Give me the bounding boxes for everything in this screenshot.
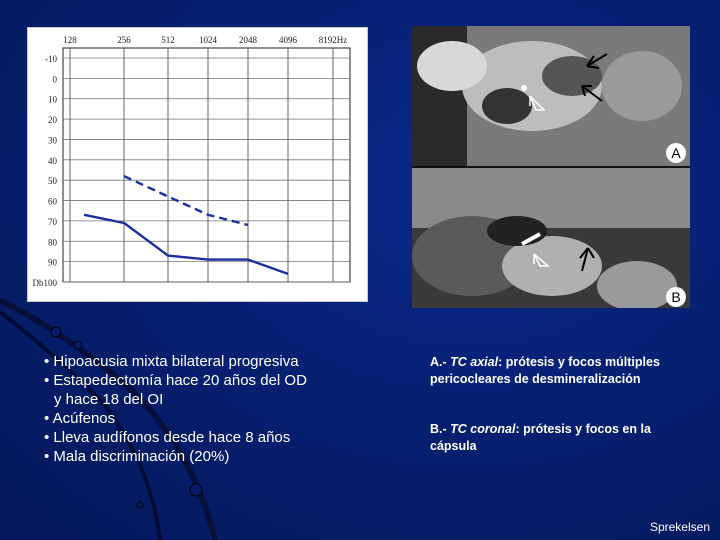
bullet-discriminacion: • Mala discriminación (20%) <box>44 448 230 465</box>
bullet-audifonos: • Lleva audífonos desde hace 8 años <box>44 429 291 446</box>
frequency-tick-label: 1024 <box>199 35 217 45</box>
db-tick-label: Db100 <box>32 278 57 288</box>
frequency-tick-label: 128 <box>63 35 77 45</box>
db-tick-label: 20 <box>48 115 57 126</box>
frequency-tick-label: 512 <box>161 35 175 45</box>
ct-label-a: A <box>671 145 681 161</box>
clinical-bullets <box>44 352 374 466</box>
db-tick-label: 10 <box>48 94 57 105</box>
author-credit: Sprekelsen <box>649 520 710 534</box>
frequency-tick-label: 4096 <box>279 35 297 45</box>
db-tick-label: 40 <box>48 155 57 166</box>
audiogram-chart <box>27 27 368 302</box>
frequency-tick-label: 256 <box>117 35 131 45</box>
ct-images <box>412 26 690 308</box>
bullet-hipoacusia: • Hipoacusia mixta bilateral progresiva <box>44 353 299 370</box>
frequency-tick-label: 2048 <box>239 35 257 45</box>
db-tick-label: 80 <box>48 237 57 248</box>
air-conduction-curve <box>84 215 288 274</box>
bullet-estapedectomia-cont: y hace 18 del OI <box>54 391 164 408</box>
bullet-acufenos: • Acúfenos <box>44 410 116 427</box>
db-tick-label: -10 <box>45 54 57 64</box>
db-tick-label: 50 <box>48 176 57 187</box>
ct-label-b: B <box>671 289 681 305</box>
db-tick-label: 90 <box>48 257 57 268</box>
caption-coronal: B.- TC coronal: prótesis y focos en la cápsula <box>430 422 651 453</box>
db-tick-label: 30 <box>48 135 57 146</box>
db-tick-label: 0 <box>52 74 57 85</box>
audiogram-frame <box>63 48 350 282</box>
ct-coronal-image <box>412 168 690 308</box>
frequency-tick-label: 8192Hz <box>318 35 348 45</box>
db-tick-label: 60 <box>48 196 57 207</box>
ct-axial-image <box>412 26 690 166</box>
db-tick-label: 70 <box>48 216 57 227</box>
caption-axial: A.- TC axial: prótesis y focos múltiples pericocleares de desmineralización <box>430 355 660 386</box>
bullet-estapedectomia: • Estapedectomía hace 20 años del OD <box>44 372 307 389</box>
